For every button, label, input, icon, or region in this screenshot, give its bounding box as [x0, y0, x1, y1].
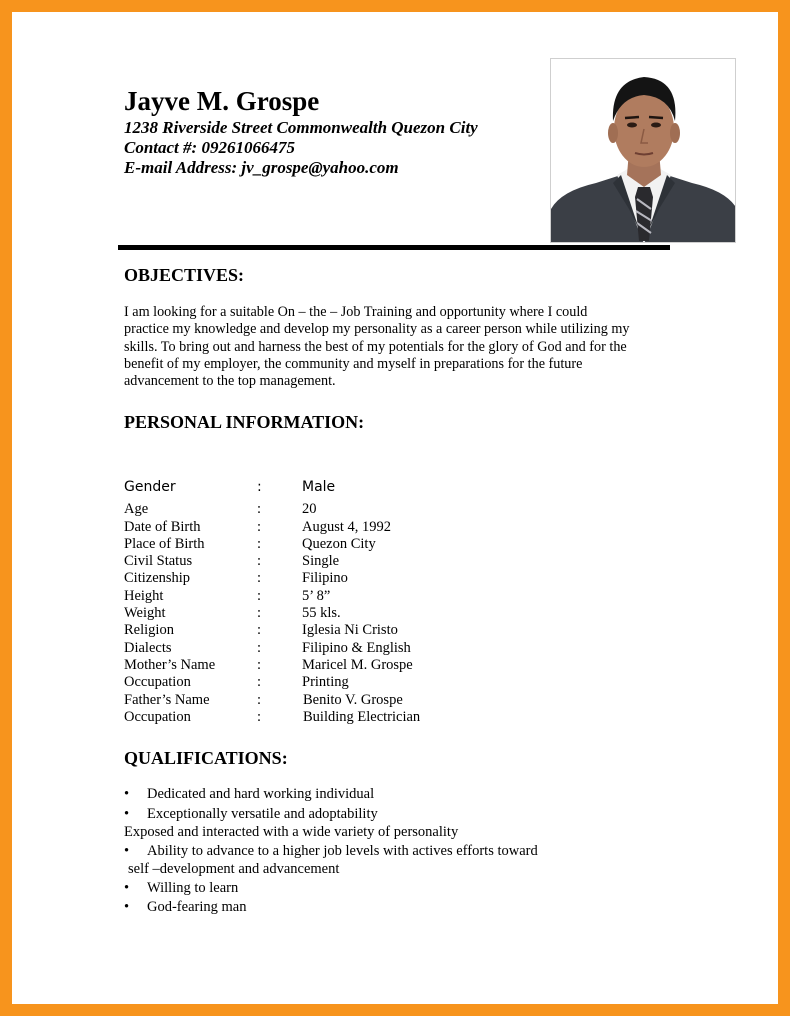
- qualification-text: God-fearing man: [147, 899, 247, 915]
- objective-line: benefit of my employer, the community and myself in preparations for the future: [124, 355, 583, 372]
- info-separator: :: [257, 622, 262, 638]
- info-label: Date of Birth: [124, 519, 201, 535]
- info-separator: :: [257, 536, 262, 552]
- info-label: Gender: [124, 479, 176, 495]
- info-separator: :: [257, 709, 262, 725]
- info-value: August 4, 1992: [302, 519, 392, 535]
- info-separator: :: [257, 479, 262, 495]
- info-value: Maricel M. Grospe: [302, 657, 413, 673]
- objectives-text: [124, 304, 669, 390]
- contact-block: [124, 118, 478, 178]
- info-value: Printing: [302, 674, 349, 690]
- info-label: Father’s Name: [124, 692, 210, 708]
- qualification-text: Exposed and interacted with a wide variety of personality: [124, 824, 459, 840]
- info-separator: :: [257, 674, 262, 690]
- info-label: Dialects: [124, 640, 172, 656]
- info-label: Mother’s Name: [124, 657, 216, 673]
- info-separator: :: [257, 588, 262, 604]
- qualification-text: Exceptionally versatile and adoptability: [147, 806, 378, 822]
- header-divider: [118, 245, 670, 250]
- info-label: Place of Birth: [124, 536, 205, 552]
- address-line: 1238 Riverside Street Commonwealth Quezon City: [124, 118, 478, 137]
- info-label: Age: [124, 501, 149, 517]
- info-separator: :: [257, 519, 262, 535]
- info-separator: :: [257, 605, 262, 621]
- info-separator: :: [257, 553, 262, 569]
- info-value: 55 kls.: [302, 605, 341, 621]
- objective-line: skills. To bring out and harness the best of my potentials for the glory of God and for the: [124, 338, 627, 355]
- qualification-text: self –development and advancement: [128, 861, 340, 877]
- info-value: Building Electrician: [303, 709, 421, 725]
- info-label: Height: [124, 588, 164, 604]
- qualification-text: Ability to advance to a higher job levels with actives efforts toward: [147, 843, 538, 859]
- applicant-name: Jayve M. Grospe: [124, 86, 320, 116]
- info-value: Single: [302, 553, 340, 569]
- personal-info-heading: PERSONAL INFORMATION:: [124, 412, 365, 432]
- info-label: Weight: [124, 605, 166, 621]
- bullet-icon: •: [124, 806, 130, 822]
- qualification-text: Dedicated and hard working individual: [147, 786, 375, 802]
- info-value: Iglesia Ni Cristo: [302, 622, 398, 638]
- qualifications-heading: QUALIFICATIONS:: [124, 748, 288, 768]
- applicant-photo: [550, 58, 736, 243]
- bullet-icon: •: [124, 843, 130, 859]
- info-separator: :: [257, 692, 262, 708]
- info-value: Benito V. Grospe: [303, 692, 403, 708]
- info-label: Citizenship: [124, 570, 191, 586]
- info-label: Occupation: [124, 674, 191, 690]
- info-separator: :: [257, 640, 262, 656]
- objective-line: advancement to the top management.: [124, 373, 336, 390]
- info-separator: :: [257, 657, 262, 673]
- info-label: Occupation: [124, 709, 191, 725]
- info-value: Quezon City: [302, 536, 376, 552]
- info-label: Religion: [124, 622, 174, 638]
- info-separator: :: [257, 570, 262, 586]
- bullet-icon: •: [124, 899, 130, 915]
- bullet-icon: •: [124, 786, 130, 802]
- objectives-heading: OBJECTIVES:: [124, 265, 245, 285]
- info-value: Filipino: [302, 570, 348, 586]
- portrait-image: [551, 59, 736, 243]
- objective-line: practice my knowledge and develop my personality as a career person while utilizing my: [124, 321, 630, 338]
- info-value: Male: [302, 479, 336, 495]
- info-value: 5’ 8”: [302, 588, 331, 604]
- qualification-text: Willing to learn: [147, 880, 239, 896]
- email-line: E-mail Address: jv_grospe@yahoo.com: [124, 158, 399, 177]
- resume-page: [12, 12, 778, 1004]
- info-value: Filipino & English: [302, 640, 411, 656]
- bullet-icon: •: [124, 880, 130, 896]
- info-label: Civil Status: [124, 553, 193, 569]
- contact-number-line: Contact #: 09261066475: [124, 138, 295, 157]
- objective-line: I am looking for a suitable On – the – Job Training and opportunity where I could: [124, 304, 588, 320]
- info-separator: :: [257, 501, 262, 517]
- info-value: 20: [302, 501, 317, 517]
